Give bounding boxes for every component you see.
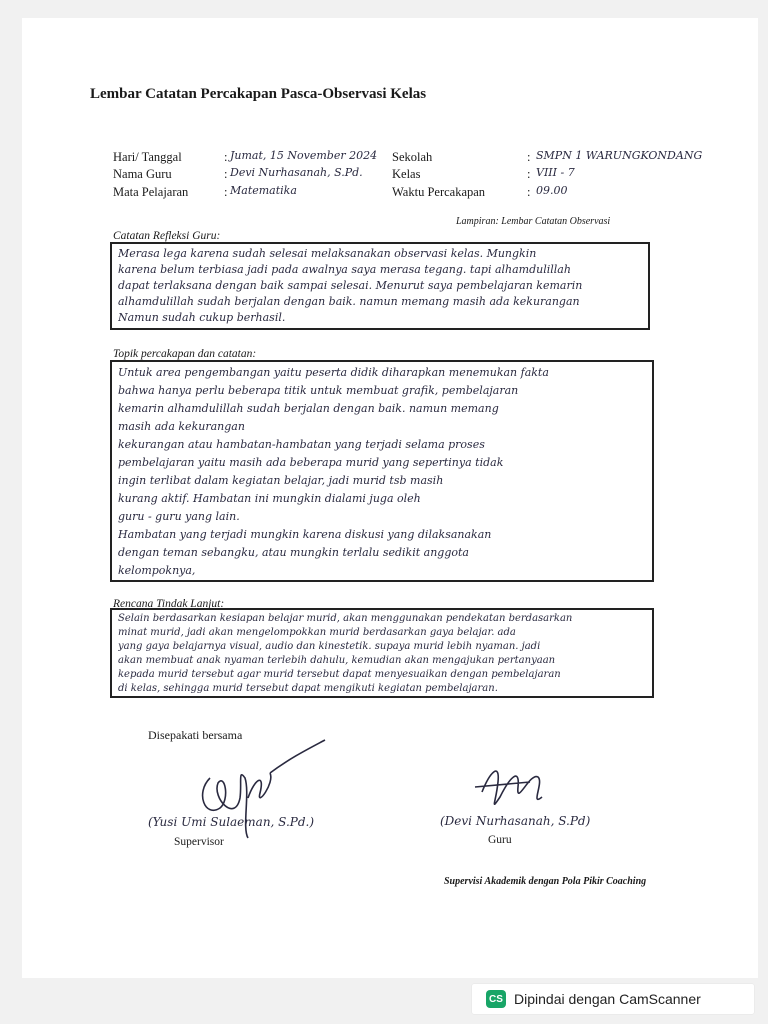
topics-heading: Topik percakapan dan catatan:	[113, 348, 257, 360]
teacher-signature	[470, 752, 560, 822]
supervisor-name: (Yusi Umi Sulaeman, S.Pd.)	[148, 815, 315, 829]
field-colon: :	[224, 167, 228, 181]
text-line: kurang aktif. Hambatan ini mungkin dialami juga oleh	[118, 492, 421, 505]
field-label: Mata Pelajaran	[113, 185, 189, 199]
follow-up-heading: Rencana Tindak Lanjut:	[113, 598, 225, 610]
field-colon: :	[527, 167, 531, 181]
reflection-heading: Catatan Refleksi Guru:	[113, 230, 221, 242]
field-colon: :	[527, 185, 531, 199]
teacher-role: Guru	[488, 834, 512, 846]
text-line: kelompoknya,	[118, 564, 196, 577]
text-line: kemarin alhamdulillah sudah berjalan dengan baik. namun memang	[118, 402, 499, 415]
topics-lines	[118, 364, 648, 580]
attachment-note: Lampiran: Lembar Catatan Observasi	[456, 216, 611, 227]
text-line: masih ada kekurangan	[118, 420, 245, 433]
teacher-name: (Devi Nurhasanah, S.Pd)	[440, 814, 591, 828]
field-label: Hari/ Tanggal	[113, 150, 182, 164]
text-line: kekurangan atau hambatan-hambatan yang terjadi selama proses	[118, 438, 485, 451]
field-value: Matematika	[230, 184, 297, 197]
supervisor-signature	[190, 738, 330, 848]
text-line: karena belum terbiasa jadi pada awalnya saya merasa tegang. tapi alhamdulillah	[118, 263, 571, 276]
text-line: Untuk area pengembangan yaitu peserta didik diharapkan menemukan fakta	[118, 366, 549, 379]
field-colon: :	[224, 185, 228, 199]
field-label: Nama Guru	[113, 167, 172, 181]
field-value: 09.00	[536, 184, 568, 197]
topics-box	[110, 360, 654, 582]
text-line: dapat terlaksana dengan baik sampai selesai. Menurut saya pembelajaran kemarin	[118, 279, 583, 292]
supervisor-role: Supervisor	[174, 836, 224, 848]
text-line: ingin terlibat dalam kegiatan belajar, jadi murid tsb masih	[118, 474, 444, 487]
follow-up-box	[110, 608, 654, 698]
camscanner-text: Dipindai dengan CamScanner	[514, 991, 701, 1007]
text-line: kepada murid tersebut agar murid tersebut dapat menyesuaikan dengan pembelajaran	[118, 669, 561, 680]
reflection-lines	[118, 246, 644, 326]
text-line: bahwa hanya perlu beberapa titik untuk membuat grafik, pembelajaran	[118, 384, 519, 397]
document-title: Lembar Catatan Percakapan Pasca-Observasi Kelas	[90, 86, 427, 102]
field-label: Waktu Percakapan	[392, 185, 486, 199]
field-value: Devi Nurhasanah, S.Pd.	[230, 166, 363, 179]
text-line: di kelas, sehingga murid tersebut dapat mengikuti kegiatan pembelajaran.	[118, 683, 498, 694]
reflection-box	[110, 242, 650, 330]
text-line: Namun sudah cukup berhasil.	[118, 311, 286, 324]
field-value: SMPN 1 WARUNGKONDANG	[536, 149, 703, 162]
text-line: yang gaya belajarnya visual, audio dan kinestetik. supaya murid lebih nyaman. jadi	[118, 641, 541, 652]
text-line: minat murid, jadi akan mengelompokkan murid berdasarkan gaya belajar. ada	[118, 627, 516, 638]
text-line: dengan teman sebangku, atau mungkin terlalu sedikit anggota	[118, 546, 469, 559]
text-line: guru - guru yang lain.	[118, 510, 240, 523]
agreed-label: Disepakati bersama	[148, 728, 243, 742]
field-colon: :	[527, 150, 531, 164]
field-value: Jumat, 15 November 2024	[230, 149, 378, 162]
camscanner-logo-icon: CS	[486, 990, 506, 1008]
field-label: Kelas	[392, 167, 421, 181]
text-line: Hambatan yang terjadi mungkin karena diskusi yang dilaksanakan	[118, 528, 492, 541]
camscanner-badge	[472, 984, 754, 1014]
text-line: pembelajaran yaitu masih ada beberapa murid yang sepertinya tidak	[118, 456, 504, 469]
field-label: Sekolah	[392, 150, 433, 164]
text-line: alhamdulillah sudah berjalan dengan baik. namun memang masih ada kekurangan	[118, 295, 580, 308]
field-colon: :	[224, 150, 228, 164]
text-line: Merasa lega karena sudah selesai melaksanakan observasi kelas. Mungkin	[118, 247, 537, 260]
text-line: Selain berdasarkan kesiapan belajar murid, akan menggunakan pendekatan berdasarkan	[118, 613, 573, 624]
follow-up-lines	[118, 612, 648, 696]
footer-note: Supervisi Akademik dengan Pola Pikir Coaching	[444, 876, 647, 887]
text-line: akan membuat anak nyaman terlebih dahulu, kemudian akan mengajukan pertanyaan	[118, 655, 556, 666]
field-value: VIII - 7	[536, 166, 575, 179]
